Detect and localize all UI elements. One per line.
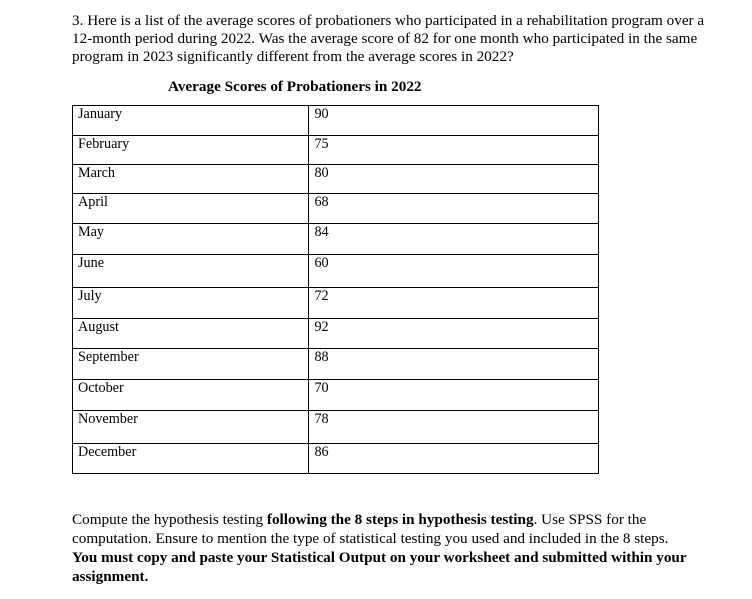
score-cell: 88 [309, 349, 599, 380]
month-cell: October [73, 380, 309, 411]
score-cell: 84 [309, 224, 599, 255]
table-row [73, 288, 599, 319]
table-row [73, 106, 599, 136]
score-cell: 86 [309, 444, 599, 474]
month-cell: September [73, 349, 309, 380]
month-cell: June [73, 255, 309, 288]
table-row [73, 136, 599, 165]
month-cell: February [73, 136, 309, 165]
month-cell: April [73, 194, 309, 224]
month-cell: May [73, 224, 309, 255]
table-row [73, 224, 599, 255]
month-cell: November [73, 411, 309, 444]
month-cell: December [73, 444, 309, 474]
table-row [73, 165, 599, 194]
instructions-text [72, 510, 692, 586]
month-cell: August [73, 319, 309, 349]
table-row [73, 319, 599, 349]
instructions-emphasis-steps: following the 8 steps in hypothesis testing [266, 511, 534, 528]
score-cell: 70 [309, 380, 599, 411]
score-cell: 72 [309, 288, 599, 319]
score-cell: 75 [309, 136, 599, 165]
month-cell: March [73, 165, 309, 194]
score-cell: 60 [309, 255, 599, 288]
score-cell: 68 [309, 194, 599, 224]
table-row [73, 194, 599, 224]
table-row [73, 444, 599, 474]
score-cell: 78 [309, 411, 599, 444]
score-cell: 92 [309, 319, 599, 349]
table-row [73, 255, 599, 288]
instructions-emphasis-output: You must copy and paste your Statistical Output on your worksheet and submitted within your assignment. [72, 549, 687, 585]
question-text: 3. Here is a list of the average scores of probationers who participated in a rehabilitation program over a 12-month period during 2022. Was the average score of 82 for one month who participated in the same program in 2023 significantly different from the average scores in 2022? [72, 12, 705, 65]
month-cell: July [73, 288, 309, 319]
table-row [73, 349, 599, 380]
scores-table [72, 105, 599, 474]
score-cell: 80 [309, 165, 599, 194]
month-cell: January [73, 106, 309, 136]
table-title: Average Scores of Probationers in 2022 [168, 78, 422, 95]
instructions-part3: . Use SPSS for the computation. Ensure to mention the type of statistical testing you used and included in the 8 steps. [72, 511, 669, 547]
score-cell: 90 [309, 106, 599, 136]
table-row [73, 411, 599, 444]
table-row [73, 380, 599, 411]
instructions-part1: Compute the hypothesis testing [72, 511, 267, 528]
